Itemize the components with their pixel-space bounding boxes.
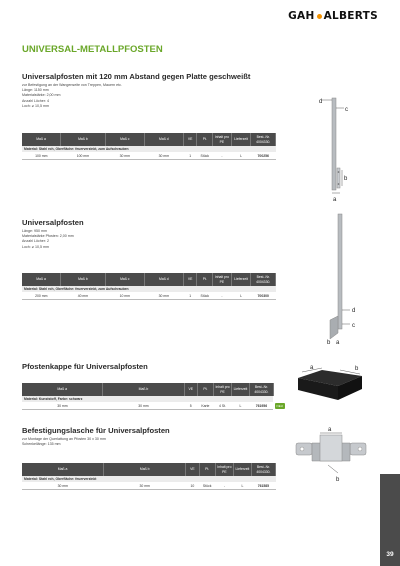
col-header: VE [183,273,197,286]
cell: 4 St. [213,402,231,410]
cell: L [232,402,250,410]
col-header: Maß d [144,273,183,286]
page-title: UNIVERSAL-METALLPFOSTEN [22,44,163,55]
cell: 100 mm [22,152,61,160]
section-universalpfosten-120 [22,72,312,109]
table-header-row [22,273,276,286]
cell: Stück [197,152,213,160]
col-header: Pt. [197,383,213,396]
page-number-tab [380,474,400,566]
cell: 30 mm [104,482,186,490]
cell: 10 mm [105,292,144,300]
logo-right-text: ALBERTS [323,10,378,22]
cell: 10 [186,482,199,490]
badge-spacer [273,383,286,396]
cell: 30 mm [105,152,144,160]
cell: 100 mm [61,152,106,160]
col-header: Best.-Nr. 4004330. [251,463,275,476]
col-header: Lieferzeit [231,133,251,146]
new-badge: NEU [276,403,283,408]
cell: 30 mm [22,402,103,410]
section-universalpfosten [22,218,312,250]
col-header: Maß c [105,273,144,286]
col-header: Lieferzeit [233,463,251,476]
cell: 200 mm [22,292,61,300]
cell: Karte [197,402,213,410]
col-header: VE [183,133,197,146]
col-header: Maß b [103,383,184,396]
section-title: Befestigungslasche für Universalpfosten [22,426,170,435]
col-header: Best.-Nr. 4004330. [249,383,273,396]
cell: 1 [183,292,197,300]
article-number: 761956 [249,402,273,410]
table-header-row [22,133,276,146]
cell: 40 mm [61,292,106,300]
col-header: Maß c [105,133,144,146]
label-b: b [327,340,331,346]
col-header: Maß a [22,133,61,146]
col-header: Maß d [144,133,183,146]
label-d: d [352,308,356,314]
material-text: Material: Stahl roh, Oberfläche: feuerverzinkt, zum Aufschrauben [22,286,276,292]
logo-left-text: GAH [288,10,315,22]
col-header: Lieferzeit [231,273,251,286]
label-c: c [345,107,348,113]
col-header: Inhalt pro PE [213,273,232,286]
spec-table-2 [22,273,276,300]
page-number: 39 [386,551,394,558]
post-plate-drawing [312,90,368,205]
cell: Stück [199,482,215,490]
label-a: a [328,427,332,433]
material-text: Material: Stahl roh, Oberfläche: feuerverzinkt [22,476,276,482]
section-title: Pfostenkappe für Universalpfosten [22,362,148,371]
section-pfostenkappe [22,362,262,373]
material-text: Material: Stahl roh, Oberfläche: feuerverzinkt, zum Aufschrauben [22,146,276,152]
cell: L [231,292,251,300]
section-description: zur Befestigung an der Wangenseite von Treppen, Mauern etc. Länge: 1150 mm Materialstärke: 2,00 mm Anzahl Löcher: 4 Loch: ⌀ 10,5 mm [22,83,122,108]
col-header: Best.-Nr. 4004330. [251,273,276,286]
material-text: Material: Kunststoff, Farbe: schwarz [22,396,273,402]
col-header: VE [184,383,197,396]
col-header: Maß a [22,463,104,476]
brand-logo [288,10,378,22]
col-header: Maß b [61,133,106,146]
col-header: Pt. [197,133,213,146]
section-title: Universalpfosten mit 120 mm Abstand gegen Platte geschweißt [22,72,251,81]
table-header-row [22,383,286,396]
article-number: 761585 [251,482,275,490]
spec-table-4 [22,463,276,490]
table-row [22,402,286,410]
label-a: a [310,365,314,371]
label-a: a [336,340,340,346]
cell: Stück [197,292,213,300]
col-header: Lieferzeit [232,383,250,396]
section-title: Universalpfosten [22,218,84,227]
cell: 30 mm [103,402,184,410]
section-description: zur Montage der Querlattung an Pfosten 30 x 30 mm Schenkellänge: 135 mm [22,437,106,447]
cell: - [213,152,232,160]
article-number: 700300 [251,292,276,300]
cell: 5 [184,402,197,410]
cell: 30 mm [144,292,183,300]
article-number: 700256 [251,152,276,160]
col-header: Maß b [104,463,186,476]
spec-table-3 [22,383,286,410]
label-b: b [355,366,359,372]
section-description: Länge: 950 mm Materialstärke Pfosten: 2,00 mm Anzahl Löcher: 2 Loch: ⌀ 10,5 mm [22,229,74,249]
cell: - [215,482,233,490]
logo-dot-icon [317,14,322,19]
label-a: a [333,197,337,203]
col-header: Inhalt pro PE [213,133,232,146]
cell: 30 mm [144,152,183,160]
cell: - [213,292,232,300]
table-header-row [22,463,276,476]
label-d: d [319,99,323,105]
cell: 1 [183,152,197,160]
col-header: Pt. [197,273,213,286]
cell: L [231,152,251,160]
col-header: Best.-Nr. 4004330. [251,133,276,146]
col-header: Pt. [199,463,215,476]
label-b: b [336,477,340,483]
section-befestigungslasche [22,426,282,447]
post-bracket-drawing [310,212,370,347]
col-header: Maß a [22,273,61,286]
col-header: Maß a [22,383,103,396]
col-header: VE [186,463,199,476]
table-row [22,482,276,490]
spec-table-1 [22,133,276,160]
table-row [22,152,276,160]
mounting-bracket-drawing [292,425,372,485]
label-c: c [352,323,355,329]
cell: L [233,482,251,490]
col-header: Inhalt pro PE [215,463,233,476]
col-header: Inhalt pro PE [213,383,231,396]
col-header: Maß b [61,273,106,286]
table-row [22,292,276,300]
cell: 30 mm [22,482,104,490]
label-b: b [344,176,348,182]
post-cap-drawing [292,362,372,410]
